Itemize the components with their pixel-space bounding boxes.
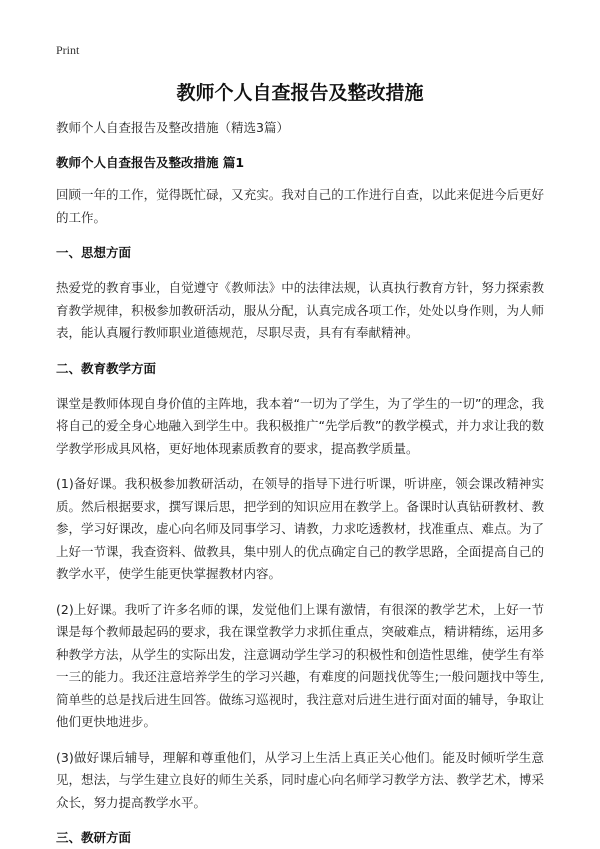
part-title: 教师个人自查报告及整改措施 篇1 xyxy=(56,155,245,170)
section-thought xyxy=(56,242,544,345)
section-paragraph: (1)备好课。我积极参加教研活动，在领导的指导下进行听课，听讲座，领会课改精神实质。然后根据要求，撰写课后思，把学到的知识应用在教学上。备课时认真钻研教材、教参，学习好课改，虚心向名师及同事学习、请教，力求吃透教材，找准重点、难点。为了上好一节课，我查资料、做教具，集中别人的优点确定自己的教学思路，全面提高自己的教学水平，使学生能更快掌握教材内容。 xyxy=(56,476,544,581)
section-paragraph: (3)做好课后辅导，理解和尊重他们，从学习上生活上真正关心他们。能及时倾听学生意见，想法，与学生建立良好的师生关系，同时虚心向名师学习教学方法、教学艺术，博采众长，努力提高教学水平。 xyxy=(56,749,544,810)
section-heading: 三、教研方面 xyxy=(56,830,132,845)
section-teaching xyxy=(56,358,544,815)
print-link[interactable]: Print xyxy=(56,43,80,57)
section-heading: 二、教育教学方面 xyxy=(56,360,157,376)
section-paragraph: 热爱党的教育事业，自觉遵守《教师法》中的法律法规，认真执行教育方针，努力探索教育教学规律，积极参加教研活动，服从分配，认真完成各项工作，处处以身作则，为人师表，能认真履行教师职业道德规范，尽职尽责，具有有奉献精神。 xyxy=(56,280,544,340)
intro-paragraph: 回顾一年的工作，觉得既忙碌，又充实。我对自己的工作进行自查，以此来促进今后更好的工作。 xyxy=(56,187,544,225)
document-title: 教师个人自查报告及整改措施 xyxy=(176,82,424,104)
section-research xyxy=(56,827,544,849)
section-heading: 一、思想方面 xyxy=(56,245,132,260)
document-subtitle: 教师个人自查报告及整改措施（精选3篇） xyxy=(56,120,289,135)
section-paragraph: 课堂是教师体现自身价值的主阵地，我本着“一切为了学生，为了学生的一切”的理念，我将自己的爱全身心地融入到学生中。我积极推广“先学后教”的教学模式，并力求让我的数学教学形成具风格，更好地体现素质教育的要求，提高教学质量。 xyxy=(56,395,544,456)
section-paragraph: (2)上好课。我听了许多名师的课，发觉他们上课有激情，有很深的教学艺术，上好一节课是每个教师最起码的要求，我在课堂教学力求抓住重点，突破难点，精讲精练，运用多种教学方法，从学生的实际出发，注意调动学生学习的积极性和创造性思维，使学生有举一三的能力。我还注意培养学生的学习兴趣，有难度的问题找优等生;一般问题找中等生,简单些的总是找后进生回答。做练习巡视时，我注意对后进生进行面对面的辅导，争取让他们更快地进步。 xyxy=(56,601,544,729)
